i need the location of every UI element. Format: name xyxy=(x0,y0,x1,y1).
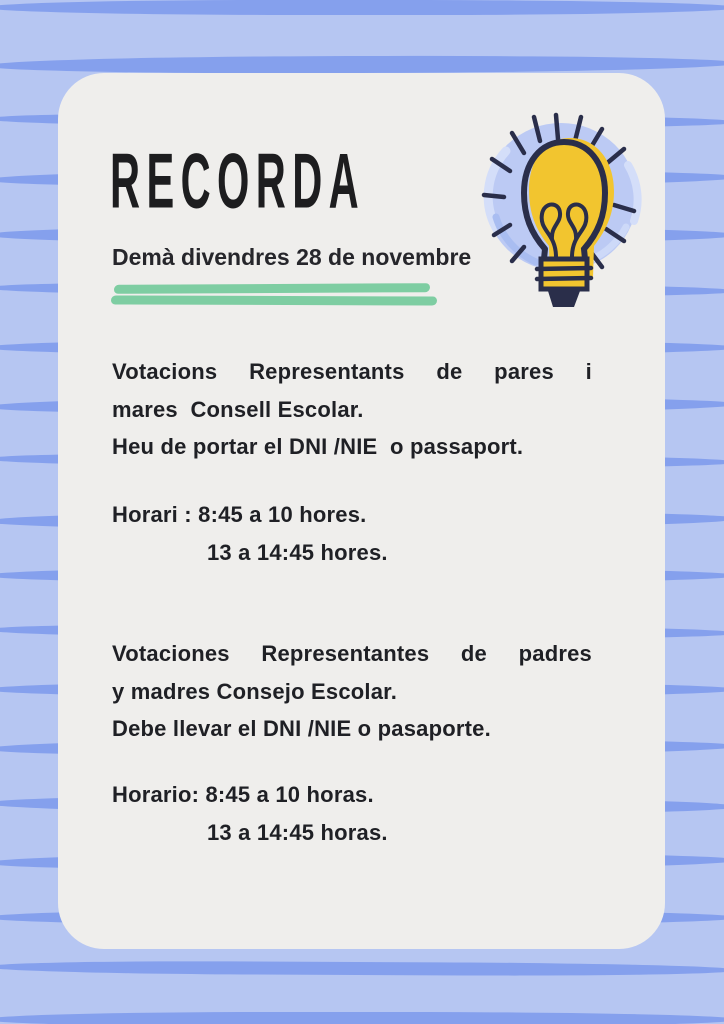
catalan-paragraph-line: Votacions Representants de pares i xyxy=(112,359,592,384)
spanish-paragraph-line: Debe llevar el DNI /NIE o pasaporte. xyxy=(112,716,491,741)
spanish-schedule-line: 13 a 14:45 horas. xyxy=(207,819,388,845)
lightbulb-icon xyxy=(478,109,650,309)
green-underline-stroke xyxy=(111,295,437,305)
spanish-paragraph-line: Votaciones Representantes de padres xyxy=(112,641,592,666)
catalan-paragraph xyxy=(112,353,592,466)
background-stripe xyxy=(0,0,724,15)
background-stripe xyxy=(0,1012,724,1024)
catalan-paragraph-line: mares Consell Escolar. xyxy=(112,396,364,422)
background-stripe xyxy=(0,55,724,75)
content-card xyxy=(58,73,665,949)
spanish-schedule xyxy=(112,776,592,851)
background-stripe xyxy=(0,960,724,976)
poster-subtitle: Demà divendres 28 de novembre xyxy=(112,244,472,270)
spanish-paragraph xyxy=(112,635,592,748)
bulb-base xyxy=(541,259,587,289)
catalan-schedule-line: 13 a 14:45 hores. xyxy=(207,539,388,565)
catalan-paragraph-line: Heu de portar el DNI /NIE o passaport. xyxy=(112,434,524,459)
spanish-schedule-line: Horario: 8:45 a 10 horas. xyxy=(112,782,374,807)
bulb-nub xyxy=(548,291,580,307)
catalan-schedule xyxy=(112,496,592,571)
catalan-schedule-line: Horari : 8:45 a 10 hores. xyxy=(112,502,367,527)
green-underline-stroke xyxy=(114,283,430,294)
spanish-paragraph-line: y madres Consejo Escolar. xyxy=(112,678,398,704)
poster-title: RECORDA xyxy=(110,138,366,226)
